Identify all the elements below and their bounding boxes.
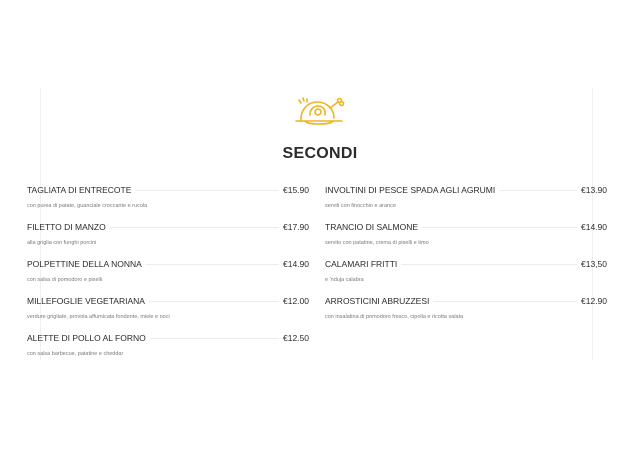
menu-item [27,220,309,257]
menu-item-row [27,183,309,197]
menu-item [27,257,309,294]
menu-item-name: ALETTE DI POLLO AL FORNO [27,333,146,343]
menu-item-name: TAGLIATA DI ENTRECOTE [27,185,132,195]
menu-item-price: €15.90 [283,185,309,195]
menu-item-name: TRANCIO DI SALMONE [325,222,419,232]
leader-line [135,190,279,191]
roast-chicken-icon [293,94,345,126]
menu-item [27,294,309,331]
menu-item [325,294,607,331]
menu-item-row [325,183,607,197]
menu-item-row [27,331,309,345]
menu-item-name: POLPETTINE DELLA NONNA [27,259,142,269]
menu-item-name: ARROSTICINI ABRUZZESI [325,296,430,306]
menu-column-left [27,183,309,368]
menu-item-description: con purea di patate, guanciale croccante e rucola [27,203,148,209]
menu-item [325,220,607,257]
menu-item-row [27,257,309,271]
menu-item-price: €13.90 [581,185,607,195]
menu-item-price: €12.50 [283,333,309,343]
menu-item-row [325,294,607,308]
menu-item-name: CALAMARI FRITTI [325,259,398,269]
menu-item [325,257,607,294]
menu-item-row [27,220,309,234]
menu-item-price: €12.00 [283,296,309,306]
menu-item-price: €13,50 [581,259,607,269]
section-title: SECONDI [282,145,358,162]
menu-item-description: serviti con finocchio e arance [325,203,396,209]
menu-item-description: alla griglia con funghi porcini [27,240,97,246]
menu-item-description: verdure grigliate, provola affumicata fondente, miele e noci [27,314,170,320]
menu-item-row [27,294,309,308]
menu-item-name: INVOLTINI DI PESCE SPADA AGLI AGRUMI [325,185,496,195]
leader-line [499,190,577,191]
menu-item-description: con salsa barbecue, patatine e cheddar [27,351,124,357]
menu-item-name: MILLEFOGLIE VEGETARIANA [27,296,145,306]
menu-item [325,183,607,220]
leader-line [149,301,279,302]
menu-item [27,183,309,220]
menu-item-name: FILETTO DI MANZO [27,222,106,232]
menu-item-price: €12.90 [581,296,607,306]
menu-item [27,331,309,368]
menu-item-description: e 'nduja calabra [325,277,364,283]
leader-line [433,301,577,302]
menu-item-description: con salsa di pomodoro e piselli [27,277,103,283]
menu-column-right [325,183,607,331]
menu-item-description: con insalatina di pomodoro fresco, cipolla e ricotta salata [325,314,464,320]
leader-line [150,338,279,339]
menu-item-row [325,257,607,271]
menu-item-row [325,220,607,234]
leader-line [146,264,279,265]
menu-item-price: €17.90 [283,222,309,232]
leader-line [110,227,279,228]
menu-item-description: servito con patatine, crema di piselli e timo [325,240,429,246]
leader-line [401,264,577,265]
menu-item-price: €14.90 [581,222,607,232]
menu-item-price: €14.90 [283,259,309,269]
leader-line [422,227,577,228]
